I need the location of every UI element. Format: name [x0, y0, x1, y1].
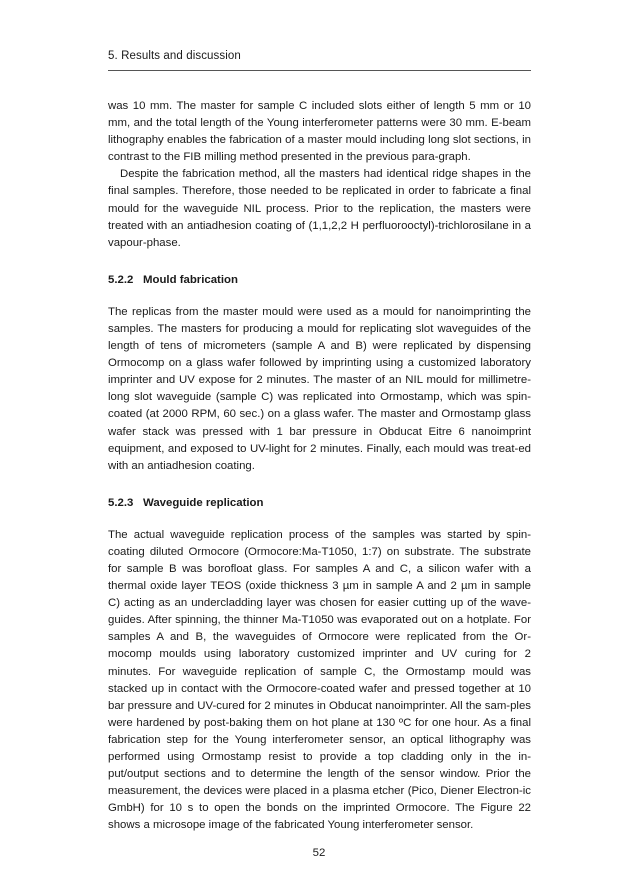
section-heading-mould-fabrication	[108, 272, 531, 289]
paragraph-masters: Despite the fabrication method, all the masters had identical ridge shapes in the final samples. Therefore, those needed to be replicated in order to fabricate a final mould for the waveguide NIL process. Prior to the replication, the masters were treated with an antiadhesion coating of (1,1,2,2 H perfluorooctyl)-trichlorosilane in a vapour-phase.	[108, 168, 531, 249]
header-rule	[108, 70, 531, 71]
section-number: 5.2.2	[108, 273, 134, 286]
section-number: 5.2.3	[108, 496, 134, 509]
page-number: 52	[312, 847, 326, 859]
section-title: Mould fabrication	[143, 273, 238, 286]
paragraph-mould-fabrication: The replicas from the master mould were used as a mould for nanoimprinting the samples. The masters for producing a mould for replicating slot waveguides of the length of tens of micrometers (sample A and B) were replicated by dispensing Ormocomp on a glass wafer followed by imprinting using a customized laboratory imprinter and UV expose for 2 minutes. The master of an NIL mould for millimetre-long slot waveguide (sample C) was replicated into Ormostamp, which was spin-coated (at 2000 RPM, 60 sec.) on a glass wafer. The master and Ormostamp glass wafer stack was pressed with 1 bar pressure in Obducat Eitre 6 nanoimprint equipment, and exposed to UV-light for 2 minutes. Finally, each mould was treat-ed with an antiadhesion coating.	[108, 305, 531, 472]
page-body	[108, 98, 531, 834]
section-title: Waveguide replication	[143, 496, 264, 509]
paragraph-continued: was 10 mm. The master for sample C included slots either of length 5 mm or 10 mm, and the total length of the Young interferometer patterns were 30 mm. E-beam lithography enables the fabrication of a master mould including long slot sections, in contrast to the FIB milling method presented in the previous para-graph.	[108, 100, 531, 164]
paragraph-waveguide-replication: The actual waveguide replication process of the samples was started by spin-coating diluted Ormocore (Ormocore:Ma-T1050, 1:7) on substrate. The substrate for sample B was borofloat glass. For samples A and C, a silicon wafer with a thermal oxide layer TEOS (oxide thickness 3 µm in sample A and 2 µm in sample C) acting as an undercladding layer was chosen for easier cutting up of the wave-guides. After spinning, the thinner Ma-T1050 was evaporated out on a hotplate. For samples A and B, the waveguides of Ormocore were replicated from the Or-mocomp moulds using laboratory customized imprinter and UV curing for 2 minutes. For waveguide replication of sample C, the Ormostamp mould was stacked up in contact with the Ormocore-coated wafer and pressed together at 10 bar pressure and UV-cured for 2 minutes in Obducat nanoimprinter. All the sam-ples were hardened by post-baking them on hot plane at 130 ºC for one hour. As a final fabrication step for the Young interferometer sensor, an optical lithography was performed using Ormostamp resist to provide a top cladding only in the in-put/output sections and to determine the length of the sensor window. Prior the measurement, the devices were placed in a plasma etcher (Pico, Diener Electron-ic GmbH) for 10 s to open the bonds on the imprinted Ormocore. The Figure 22 shows a microsope image of the fabricated Young interferometer sensor.	[108, 528, 531, 832]
section-heading-waveguide-replication	[108, 495, 531, 512]
running-head: 5. Results and discussion	[108, 50, 241, 62]
